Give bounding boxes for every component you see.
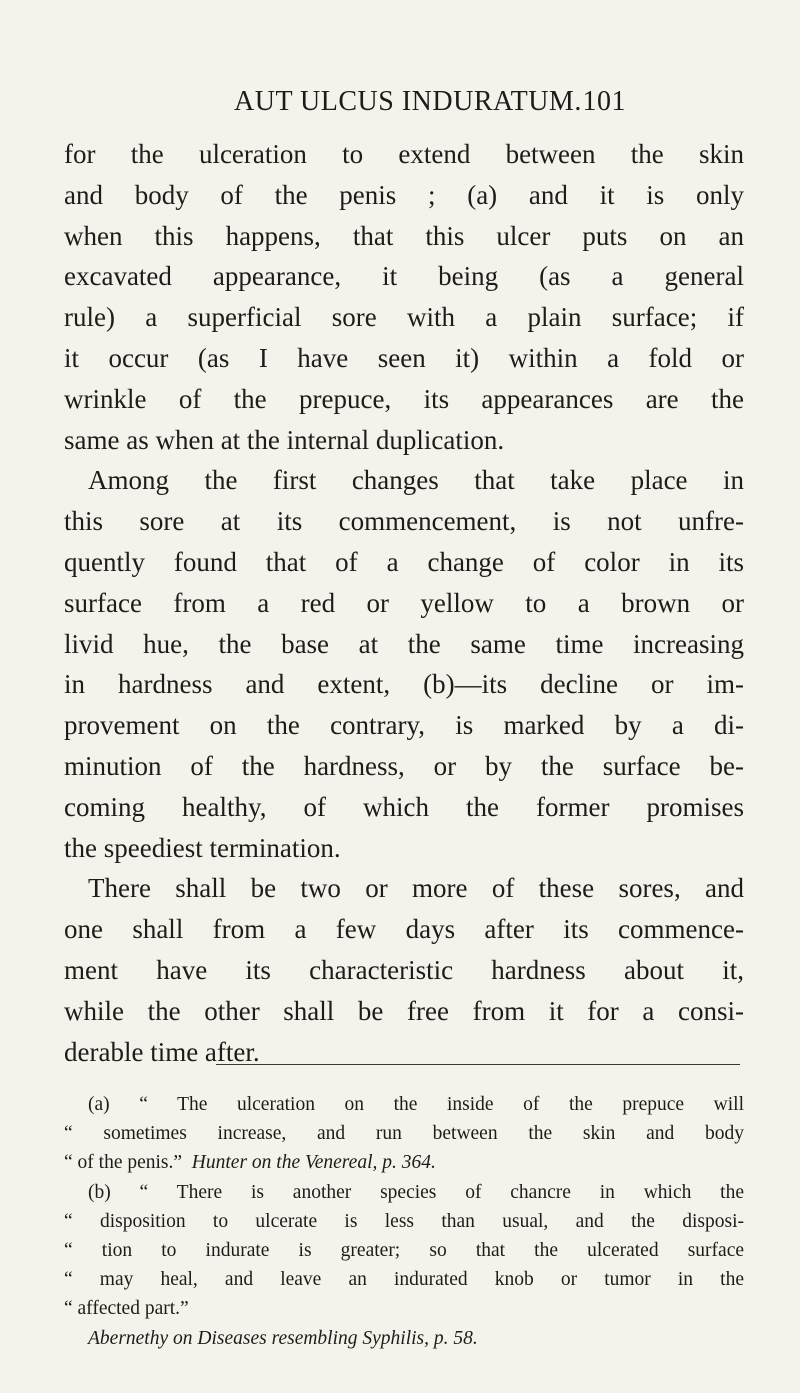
text-line: excavated appearance, it being (as a general xyxy=(64,261,744,292)
text-line: while the other shall be free from it for a consi- xyxy=(64,995,744,1026)
text-line: and body of the penis ; (a) and it is only xyxy=(64,179,744,210)
footnote-line: “ disposition to ulcerate is less than usual, and the disposi- xyxy=(64,1210,744,1232)
footnote-line: “ may heal, and leave an indurated knob or tumor in the xyxy=(64,1269,744,1291)
page-number: 101 xyxy=(582,86,626,117)
text-line: it occur (as I have seen it) within a fold or xyxy=(64,342,744,373)
footnote-line: “ affected part.” xyxy=(64,1298,189,1320)
text-line: Among the first changes that take place in xyxy=(88,465,744,496)
text-line: provement on the contrary, is marked by a di- xyxy=(64,710,744,741)
text-line: quently found that of a change of color in its xyxy=(64,546,744,577)
text-line: There shall be two or more of these sores, and xyxy=(88,873,744,904)
text-line: rule) a superficial sore with a plain surface; if xyxy=(64,302,744,333)
footnote-line: “ tion to indurate is greater; so that the ulcerated surface xyxy=(64,1239,744,1261)
text-line: same as when at the internal duplication. xyxy=(64,424,505,455)
text-line: livid hue, the base at the same time increasing xyxy=(64,628,744,659)
text-line: one shall from a few days after its commence- xyxy=(64,914,744,945)
running-title: AUT ULCUS INDURATUM. xyxy=(234,86,582,117)
main-text xyxy=(64,134,744,1072)
footnote-rule xyxy=(216,1064,740,1065)
text-line: ment have its characteristic hardness about it, xyxy=(64,954,744,985)
text-line: derable time after. xyxy=(64,1036,260,1067)
text-line: the speediest termination. xyxy=(64,832,341,863)
footnote-line: “ sometimes increase, and run between the skin and body xyxy=(64,1123,744,1145)
text-line: in hardness and extent, (b)—its decline or im- xyxy=(64,669,744,700)
text-line: wrinkle of the prepuce, its appearances are the xyxy=(64,383,744,414)
footnote-a xyxy=(64,1090,744,1178)
text-line: when this happens, that this ulcer puts on an xyxy=(64,220,744,251)
footnote-b xyxy=(64,1178,744,1353)
text-line: surface from a red or yellow to a brown or xyxy=(64,587,744,618)
footnote-line xyxy=(64,1148,744,1177)
footnote-citation: Abernethy on Diseases resembling Syphilis, p. 58. xyxy=(88,1327,478,1349)
text-line: coming healthy, of which the former promises xyxy=(64,791,744,822)
footnote-line: (a) “ The ulceration on the inside of the prepuce will xyxy=(88,1094,744,1115)
footnotes xyxy=(64,1090,744,1353)
footnote-citation: Hunter on the Venereal, p. 364. xyxy=(191,1152,436,1174)
text-line: this sore at its commencement, is not unfre- xyxy=(64,506,744,537)
text-line: minution of the hardness, or by the surface be- xyxy=(64,750,744,781)
running-head xyxy=(234,86,626,122)
footnote-line: (b) “ There is another species of chancre in which the xyxy=(88,1181,744,1203)
footnote-text: “ of the penis.” xyxy=(64,1152,183,1174)
text-line: for the ulceration to extend between the skin xyxy=(64,139,744,169)
